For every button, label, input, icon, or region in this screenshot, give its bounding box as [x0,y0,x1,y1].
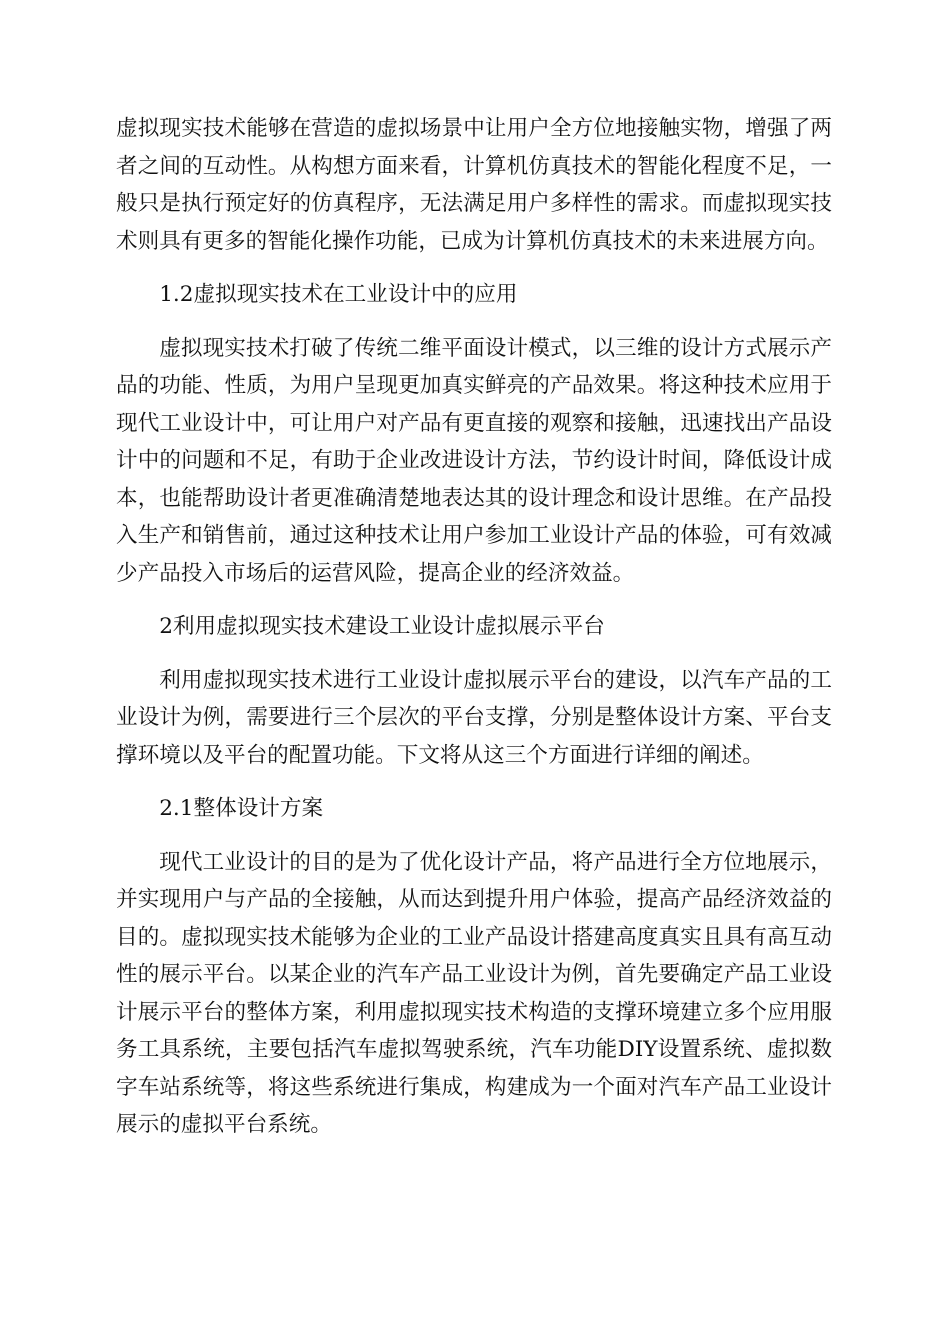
body-paragraph: 虚拟现实技术能够在营造的虚拟场景中让用户全方位地接触实物，增强了两者之间的互动性。从构想方面来看，计算机仿真技术的智能化程度不足，一般只是执行预定好的仿真程序，无法满足用户多样性的需求。而虚拟现实技术则具有更多的智能化操作功能，已成为计算机仿真技术的未来进展方向。 [116,116,832,254]
section-heading: 1.2虚拟现实技术在工业设计中的应用 [159,282,518,307]
section-heading: 2.1整体设计方案 [159,796,324,821]
section-heading: 2利用虚拟现实技术建设工业设计虚拟展示平台 [159,614,605,639]
body-paragraph: 现代工业设计的目的是为了优化设计产品，将产品进行全方位地展示，并实现用户与产品的全接触，从而达到提升用户体验，提高产品经济效益的目的。虚拟现实技术能够为企业的工业产品设计搭建高度真实且具有高互动性的展示平台。以某企业的汽车产品工业设计为例，首先要确定产品工业设计展示平台的整体方案，利用虚拟现实技术构造的支撑环境建立多个应用服务工具系统，主要包括汽车虚拟驾驶系统，汽车功能DIY设置系统、虚拟数字车站系统等，将这些系统进行集成，构建成为一个面对汽车产品工业设计展示的虚拟平台系统。 [116,849,832,1137]
body-paragraph: 虚拟现实技术打破了传统二维平面设计模式，以三维的设计方式展示产品的功能、性质，为用户呈现更加真实鲜亮的产品效果。将这种技术应用于现代工业设计中，可让用户对产品有更直接的观察和接触，迅速找出产品设计中的问题和不足，有助于企业改进设计方法，节约设计时间，降低设计成本，也能帮助设计者更准确清楚地表达其的设计理念和设计思维。在产品投入生产和销售前，通过这种技术让用户参加工业设计产品的体验，可有效减少产品投入市场后的运营风险，提高企业的经济效益。 [116,335,832,586]
document-page [116,110,832,1160]
body-paragraph: 利用虚拟现实技术进行工业设计虚拟展示平台的建设，以汽车产品的工业设计为例，需要进行三个层次的平台支撑，分别是整体设计方案、平台支撑环境以及平台的配置功能。下文将从这三个方面进行详细的阐述。 [116,667,832,768]
